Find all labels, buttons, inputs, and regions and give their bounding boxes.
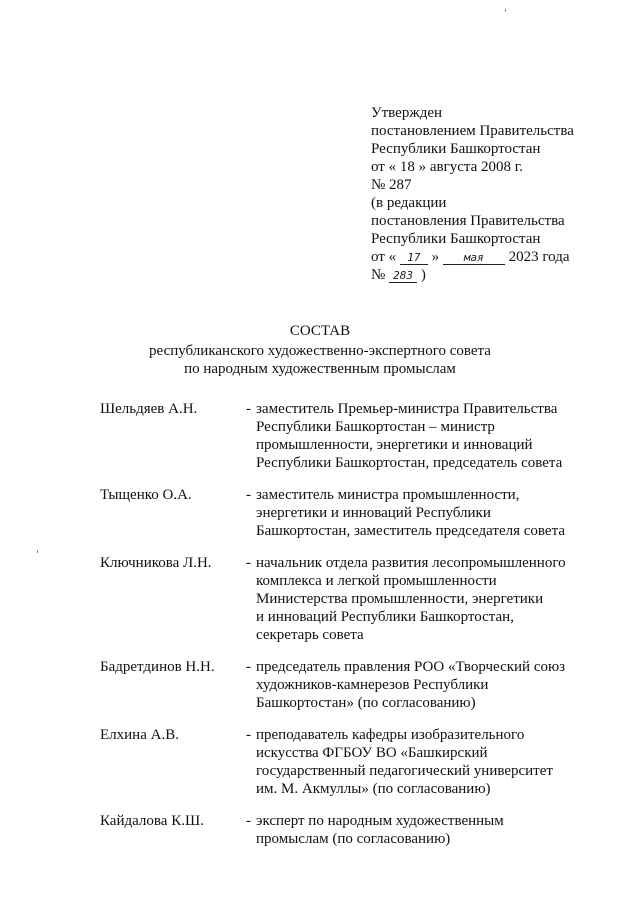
approval-line: Республики Башкортостан: [371, 141, 541, 157]
date-prefix: от «: [371, 249, 397, 265]
approval-line: № 287: [371, 177, 412, 193]
member-row: [100, 486, 620, 540]
members-list: [100, 400, 620, 862]
approval-line: Утвержден: [371, 105, 443, 121]
member-position-line: искусства ФГБОУ ВО «Башкирский: [256, 745, 488, 761]
scan-speck: [505, 9, 506, 12]
member-dash: -: [246, 555, 251, 571]
member-dash: -: [246, 727, 251, 743]
member-position-line: художников-камнерезов Республики: [256, 677, 489, 693]
member-position-line: заместитель Премьер-министра Правительства: [256, 401, 558, 417]
member-row: [100, 726, 620, 798]
amendment-date-line: [371, 248, 633, 266]
member-row: [100, 812, 620, 848]
member-position-line: Республики Башкортостан, председатель совета: [256, 455, 563, 471]
member-position-line: преподаватель кафедры изобразительного: [256, 727, 525, 743]
document-subtitle: по народным художественным промыслам: [184, 361, 456, 377]
amendment-number-line: [371, 266, 633, 284]
member-name: Ключникова Л.Н.: [100, 555, 212, 571]
approval-line: Республики Башкортостан: [371, 231, 541, 247]
document-title: СОСТАВ: [289, 323, 351, 339]
member-name: Елхина А.В.: [100, 727, 179, 743]
member-position-line: и инноваций Республики Башкортостан,: [256, 609, 514, 625]
member-position-line: государственный педагогический университет: [256, 763, 553, 779]
member-position-line: энергетики и инноваций Республики: [256, 505, 491, 521]
member-dash: -: [246, 813, 251, 829]
member-dash: -: [246, 487, 251, 503]
approval-line: постановлением Правительства: [371, 123, 574, 139]
member-position-line: Министерства промышленности, энергетики: [256, 591, 544, 607]
document-subtitle: республиканского художественно-экспертного совета: [149, 343, 491, 359]
scan-speck: [37, 550, 38, 553]
date-day-handwritten: 17: [400, 252, 428, 265]
member-name: Бадретдинов Н.Н.: [100, 659, 215, 675]
member-position-line: промыслам (по согласованию): [256, 831, 451, 847]
document-heading: [0, 322, 640, 378]
member-dash: -: [246, 401, 251, 417]
member-position: [256, 812, 620, 848]
member-position-line: заместитель министра промышленности,: [256, 487, 520, 503]
member-position-line: председатель правления РОО «Творческий союз: [256, 659, 566, 675]
member-name: Тыщенко О.А.: [100, 487, 192, 503]
member-position-line: комплекса и легкой промышленности: [256, 573, 497, 589]
member-position: [256, 554, 620, 644]
member-row: [100, 400, 620, 472]
member-position-line: Башкортостан» (по согласованию): [256, 695, 476, 711]
date-suffix: 2023 года: [508, 249, 570, 265]
member-position-line: промышленности, энергетики и инноваций: [256, 437, 533, 453]
approval-stamp-block: [371, 104, 633, 284]
member-position: [256, 658, 620, 712]
approval-line: от « 18 » августа 2008 г.: [371, 159, 524, 175]
member-position-line: Башкортостан, заместитель председателя совета: [256, 523, 565, 539]
number-prefix: №: [371, 267, 386, 283]
date-month-handwritten: мая: [443, 252, 505, 265]
member-row: [100, 554, 620, 644]
member-position-line: Республики Башкортостан – министр: [256, 419, 495, 435]
number-suffix: ): [420, 267, 426, 283]
member-position-line: им. М. Акмуллы» (по согласованию): [256, 781, 491, 797]
member-row: [100, 658, 620, 712]
member-position-line: начальник отдела развития лесопромышленного: [256, 555, 566, 571]
approval-line: (в редакции: [371, 195, 447, 211]
approval-line: постановления Правительства: [371, 213, 565, 229]
member-position: [256, 726, 620, 798]
member-name: Кайдалова К.Ш.: [100, 813, 204, 829]
member-position-line: эксперт по народным художественным: [256, 813, 504, 829]
member-position-line: секретарь совета: [256, 627, 364, 643]
member-position: [256, 486, 620, 540]
number-handwritten: 283: [389, 270, 417, 283]
member-name: Шельдяев А.Н.: [100, 401, 198, 417]
member-position: [256, 400, 620, 472]
member-dash: -: [246, 659, 251, 675]
date-mid: »: [431, 249, 440, 265]
